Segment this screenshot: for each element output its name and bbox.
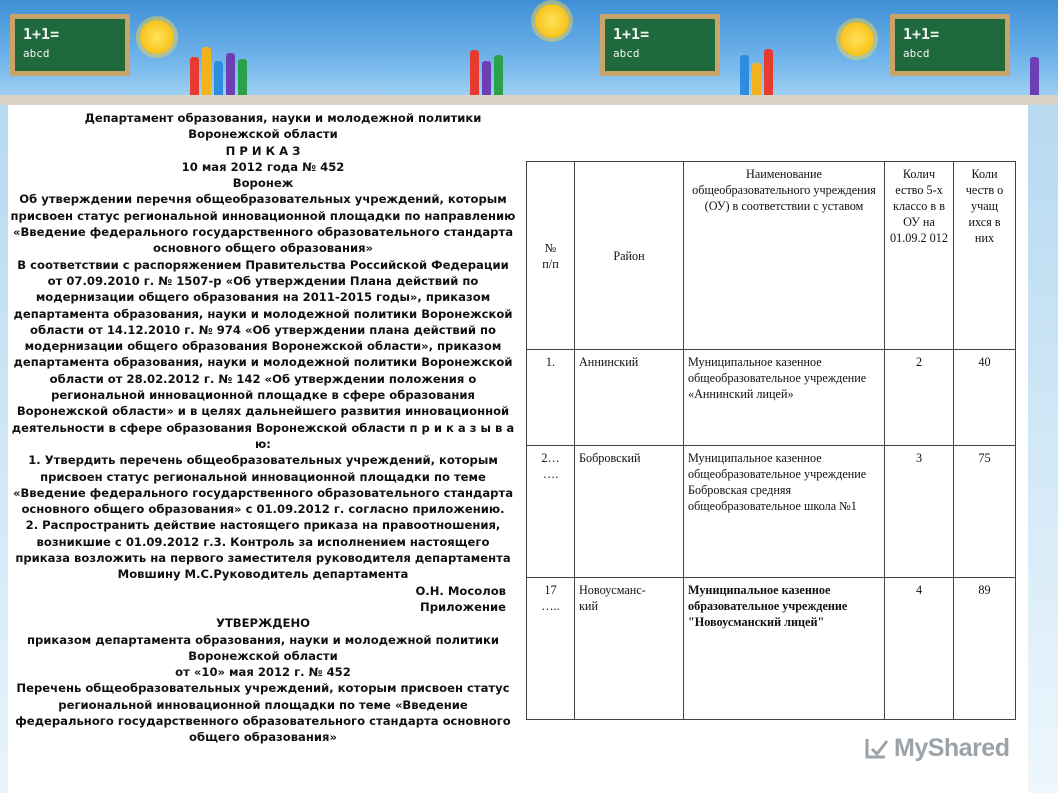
- left-frame: [0, 105, 8, 793]
- chalk-subtext: abcd: [23, 47, 50, 60]
- header-school-name: Наименование общеобразовательного учреждения (ОУ) в соответствии с уставом: [684, 162, 885, 350]
- chalk-subtext: abcd: [613, 47, 640, 60]
- window-sill: [0, 95, 1058, 105]
- order-date: 10 мая 2012 года № 452: [181, 159, 345, 174]
- table-row: [527, 446, 1016, 578]
- classroom-banner: [0, 0, 1058, 105]
- header-district: Район: [575, 162, 684, 350]
- chalk-text: 1+1=: [23, 25, 60, 43]
- chalk-text: 1+1=: [903, 25, 940, 43]
- cell-students-count: 40: [954, 350, 1016, 446]
- approved-date: от «10» мая 2012 г. № 452: [175, 665, 351, 680]
- header-classes-count: Колич ество 5-х классо в в ОУ на 01.09.2 012: [885, 162, 954, 350]
- order-city: Воронеж: [232, 176, 294, 191]
- appendix-label: Приложение: [420, 599, 506, 614]
- order-heading: П Р И К А З: [225, 143, 301, 158]
- table-row: [527, 350, 1016, 446]
- myshared-logo-text: MyShared: [894, 733, 1010, 762]
- myshared-logo-icon: [864, 735, 890, 761]
- header-number: № п/п: [527, 162, 575, 350]
- order-document: [8, 110, 518, 746]
- schools-table: [526, 161, 1016, 720]
- cell-classes-count: 4: [885, 578, 954, 720]
- cell-district: Бобровский: [575, 446, 684, 578]
- cell-classes-count: 2: [885, 350, 954, 446]
- list-title: Перечень общеобразовательных учреждений, которым присвоен статус региональной инновационной площадки по теме «Введение федерального государственного образовательного стандарта основного общего образования»: [15, 681, 511, 745]
- cell-number: 2… ….: [527, 446, 575, 578]
- chalk-subtext: abcd: [903, 47, 930, 60]
- cell-number: 17 …..: [527, 578, 575, 720]
- sun-icon: [535, 4, 569, 38]
- cell-students-count: 89: [954, 578, 1016, 720]
- order-preamble: В соответствии с распоряжением Правительства Российской Федерации от 07.09.2010 г. № 1507-р «Об утверждении Плана действий по модернизации общего образования на 2011-2015 годы», приказом департамента образования, науки и молодежной политики Воронежской области от 14.12.2010 г. № 974 «Об утверждении плана действий по модернизации общего образования Воронежской области», приказом департамента образования, науки и молодежной политики Воронежской области от 28.02.2012 г. № 142 «Об утверждении положения о региональной инновационной площадке в сфере образования Воронежской области» и в целях дальнейшего развития инновационной деятельности в сфере образования Воронежской области п р и к а з ы в а ю:: [11, 257, 515, 451]
- cell-school-name: Муниципальное казенное общеобразовательное учреждение «Аннинский лицей»: [684, 350, 885, 446]
- approved-by: приказом департамента образования, науки и молодежной политики Воронежской области: [26, 632, 500, 663]
- chalkboard: [600, 14, 720, 76]
- sun-icon: [140, 20, 174, 54]
- sun-icon: [840, 22, 874, 56]
- signatory: О.Н. Мосолов: [415, 583, 506, 598]
- table-row: [527, 578, 1016, 720]
- right-frame: [1028, 105, 1058, 793]
- cell-district: Аннинский: [575, 350, 684, 446]
- region-title: Воронежской области: [188, 127, 338, 142]
- cell-number: 1.: [527, 350, 575, 446]
- approved-label: УТВЕРЖДЕНО: [215, 616, 311, 631]
- chalk-text: 1+1=: [613, 25, 650, 43]
- chalkboard: [10, 14, 130, 76]
- cell-school-name: Муниципальное казенное образовательное учреждение "Новоусманский лицей": [684, 578, 885, 720]
- cell-students-count: 75: [954, 446, 1016, 578]
- myshared-logo: [864, 730, 1034, 766]
- order-subject: Об утверждении перечня общеобразовательных учреждений, которым присвоен статус региональной инновационной площадки по направлению «Введение федерального государственного образовательного стандарта основного общего образования»: [10, 192, 516, 256]
- table-header-row: [527, 162, 1016, 350]
- cell-school-name: Муниципальное казенное общеобразовательное учреждение Бобровская средняя общеобразовательное школа №1: [684, 446, 885, 578]
- header-students-count: Коли честв о учащ ихся в них: [954, 162, 1016, 350]
- chalkboard: [890, 14, 1010, 76]
- cell-district: Новоусманс- кий: [575, 578, 684, 720]
- department-title: Департамент образования, науки и молодежной политики: [84, 111, 482, 125]
- order-item-1: 1. Утвердить перечень общеобразовательных учреждений, которым присвоен статус региональной инновационной площадки по теме «Введение федерального государственного образовательного стандарта основного общего образования» с 01.09.2012 г. согласно приложению.: [12, 453, 514, 517]
- cell-classes-count: 3: [885, 446, 954, 578]
- order-item-2: 2. Распространить действие настоящего приказа на правоотношения, возникшие с 01.09.2012 г.3. Контроль за исполнением настоящего приказа возложить на первого заместителя руководителя департамента Мовшину М.С.Руководитель департамента: [15, 518, 511, 582]
